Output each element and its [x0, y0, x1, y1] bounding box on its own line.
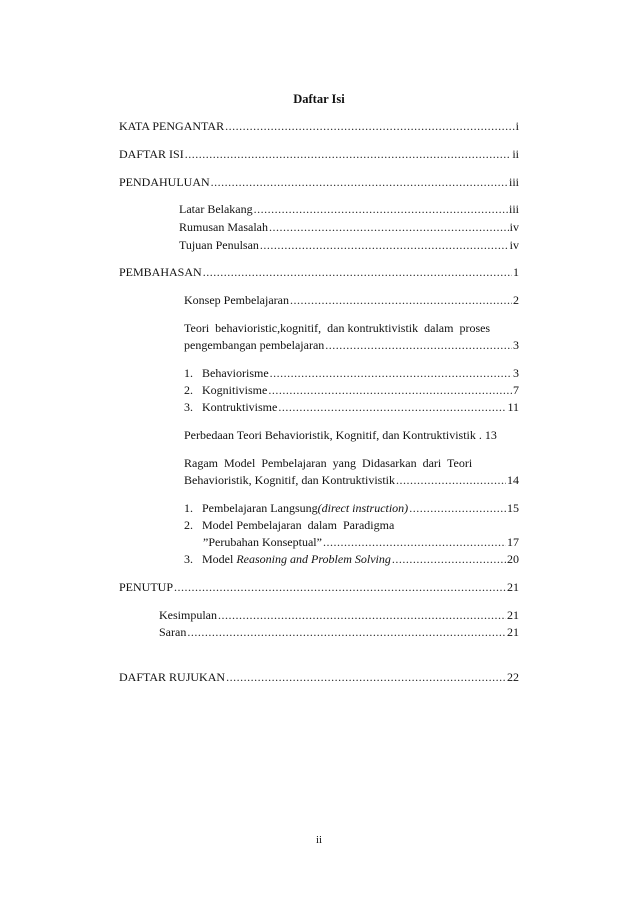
toc-label: Behavioristik, Kognitif, dan Kontruktivistik — [184, 473, 395, 487]
toc-label: 1. Behaviorisme — [184, 366, 269, 380]
dot-leader — [211, 175, 508, 189]
dot-leader — [323, 535, 506, 549]
dot-leader — [409, 501, 506, 515]
dot-leader — [218, 608, 506, 622]
dot-leader — [226, 670, 506, 684]
toc-page-number: iv — [509, 220, 519, 234]
dot-leader — [270, 366, 512, 380]
dot-leader — [203, 265, 512, 279]
toc-page-number: 21 — [507, 625, 519, 639]
toc-page-number: 1 — [513, 265, 519, 279]
toc-entry-behaviorisme[interactable] — [184, 366, 519, 380]
toc-page-number: 7 — [513, 383, 519, 397]
toc-entry-kontruktivisme[interactable] — [184, 400, 519, 414]
toc-page-number: 14 — [507, 473, 519, 487]
toc-entry-saran[interactable] — [159, 625, 519, 639]
toc-page-number: 2 — [513, 293, 519, 307]
page-title: Daftar Isi — [293, 92, 345, 106]
toc-entry-kata-pengantar[interactable] — [119, 119, 519, 133]
toc-entry-rumusan-masalah[interactable] — [179, 220, 519, 234]
toc-page-number: 21 — [507, 608, 519, 622]
toc-entry-daftar-isi[interactable] — [119, 147, 519, 161]
toc-label: PENUTUP — [119, 580, 174, 594]
toc-entry-ragam[interactable] — [184, 473, 519, 487]
dot-leader — [392, 552, 506, 566]
toc-page-number: 11 — [507, 400, 519, 414]
toc-label — [184, 501, 408, 515]
toc-entry-ragam-line1[interactable]: Ragam Model Pembelajaran yang Didasarkan dari Teori — [184, 456, 473, 470]
toc-page-number: 13 — [484, 428, 497, 442]
page-number-footer: ii — [315, 834, 323, 846]
toc-label: pengembangan pembelajaran — [184, 338, 325, 352]
dot-leader — [269, 220, 509, 234]
toc-page-number: 3 — [513, 366, 519, 380]
toc-label-text: 3. Model — [184, 552, 237, 566]
toc-entry-teori-line1[interactable]: Teori behavioristic,kognitif, dan kontruktivistik dalam proses — [184, 321, 491, 335]
toc-label: Saran — [159, 625, 187, 639]
toc-page-number: 3 — [513, 338, 519, 352]
toc-page-number: ii — [512, 147, 519, 161]
toc-label-text: 1. Pembelajaran Langsung — [184, 501, 318, 515]
toc-label: Tujuan Penulsan — [179, 238, 259, 252]
dot-leader — [268, 383, 512, 397]
dot-leader — [325, 338, 512, 352]
toc-label — [184, 552, 391, 566]
toc-label-italic: Reasoning and Problem Solving — [236, 552, 391, 566]
dot-leader — [290, 293, 512, 307]
dot-leader — [278, 400, 506, 414]
toc-page-number: iii — [508, 202, 519, 216]
toc-label: 3. Kontruktivisme — [184, 400, 278, 414]
toc-label: Perbedaan Teori Behavioristik, Kognitif, dan Kontruktivistik . — [184, 428, 482, 442]
toc-entry-tujuan-penulsan[interactable] — [179, 238, 519, 252]
toc-entry-pendahuluan[interactable] — [119, 175, 519, 189]
toc-page-number: i — [515, 119, 519, 133]
toc-entry-paradigma-line1[interactable]: 2. Model Pembelajaran dalam Paradigma — [184, 518, 395, 532]
toc-page-number: 22 — [507, 670, 519, 684]
dot-leader — [225, 119, 515, 133]
toc-entry-konsep-pembelajaran[interactable] — [184, 293, 519, 307]
toc-page-number: 15 — [507, 501, 519, 515]
toc-label: DAFTAR ISI — [119, 147, 184, 161]
toc-label: PEMBAHASAN — [119, 265, 202, 279]
toc-label: KATA PENGANTAR — [119, 119, 225, 133]
dot-leader — [396, 473, 506, 487]
dot-leader — [187, 625, 506, 639]
toc-page-number: 20 — [507, 552, 519, 566]
toc-page-number: 21 — [507, 580, 519, 594]
toc-entry-pembelajaran-langsung[interactable] — [184, 501, 519, 515]
toc-label: ”Perubahan Konseptual” — [203, 535, 322, 549]
dot-leader — [174, 580, 506, 594]
toc-entry-kesimpulan[interactable] — [159, 608, 519, 622]
dot-leader — [254, 202, 508, 216]
toc-label: Rumusan Masalah — [179, 220, 268, 234]
toc-label: Kesimpulan — [159, 608, 217, 622]
toc-page-number: iii — [508, 175, 519, 189]
toc-label: DAFTAR RUJUKAN — [119, 670, 226, 684]
toc-label: Konsep Pembelajaran — [184, 293, 289, 307]
toc-label: Latar Belakang — [179, 202, 253, 216]
dot-leader — [185, 147, 512, 161]
toc-entry-perbedaan[interactable] — [184, 428, 519, 442]
toc-page-number: 17 — [507, 535, 519, 549]
toc-entry-penutup[interactable] — [119, 580, 519, 594]
toc-label-italic: (direct instruction) — [317, 501, 409, 515]
toc-page-number: iv — [509, 238, 519, 252]
toc-entry-teori[interactable] — [184, 338, 519, 352]
toc-label: PENDAHULUAN — [119, 175, 210, 189]
toc-label: 2. Kognitivisme — [184, 383, 268, 397]
toc-entry-kognitivisme[interactable] — [184, 383, 519, 397]
toc-entry-reasoning[interactable] — [184, 552, 519, 566]
toc-entry-paradigma[interactable] — [203, 535, 519, 549]
toc-entry-latar-belakang[interactable] — [179, 202, 519, 216]
toc-entry-pembahasan[interactable] — [119, 265, 519, 279]
dot-leader — [260, 238, 509, 252]
toc-entry-daftar-rujukan[interactable] — [119, 670, 519, 684]
